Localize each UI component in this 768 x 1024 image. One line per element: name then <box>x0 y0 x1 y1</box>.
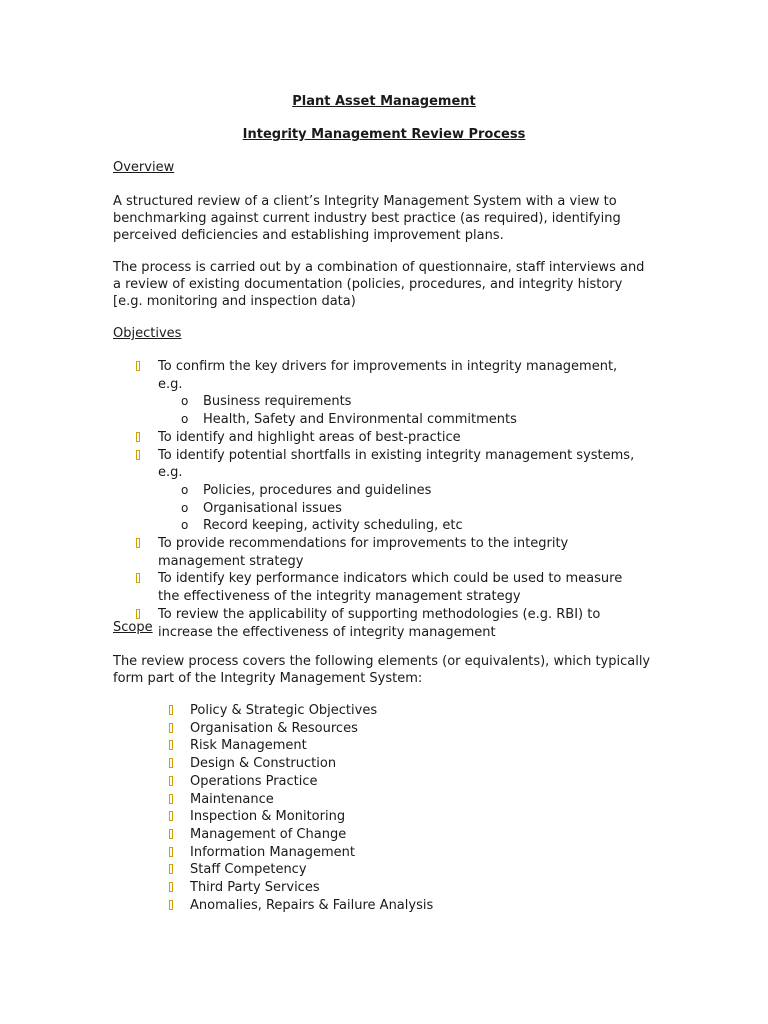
scope-item <box>0 702 640 720</box>
bullet-icon <box>136 432 140 442</box>
objective-text: To review the applicability of supporting methodologies (e.g. RBI) to increase the effectiveness of integrity management <box>158 606 601 640</box>
objective-text: Record keeping, activity scheduling, etc <box>203 518 463 534</box>
document-title: Plant Asset Management <box>292 94 476 109</box>
scope-item-text: Inspection & Monitoring <box>190 809 346 825</box>
bullet-icon <box>169 847 173 857</box>
scope-item-text: Risk Management <box>190 738 307 754</box>
scope-item <box>0 773 640 791</box>
bullet-icon <box>169 740 173 750</box>
objective-text: To provide recommendations for improvements to the integrity management strategy <box>158 536 569 569</box>
scope-item <box>0 755 640 773</box>
scope-item <box>0 844 640 862</box>
scope-item-text: Design & Construction <box>190 756 337 772</box>
bullet-icon <box>169 758 173 768</box>
objective-subitem <box>0 393 643 411</box>
bullet-icon <box>169 705 173 715</box>
overview-paragraph-2: The process is carried out by a combination of questionnaire, staff interviews and a review of existing documentation (policies, procedures, and integrity history [e.g. monitoring and inspection data) <box>113 260 645 309</box>
document-subtitle: Integrity Management Review Process <box>242 127 526 142</box>
sub-bullet-marker: o <box>181 482 189 497</box>
overview-heading: Overview <box>113 160 175 175</box>
sub-bullet-marker: o <box>181 500 189 515</box>
bullet-icon <box>169 900 173 910</box>
sub-bullet-marker: o <box>181 518 189 533</box>
objective-text: Business requirements <box>203 394 352 410</box>
objective-text: Organisational issues <box>203 500 342 516</box>
bullet-icon <box>169 882 173 892</box>
scope-item <box>0 791 640 809</box>
scope-item <box>0 897 640 915</box>
bullet-icon <box>136 609 140 619</box>
scope-item-text: Policy & Strategic Objectives <box>190 703 378 718</box>
scope-item-text: Anomalies, Repairs & Failure Analysis <box>190 897 434 913</box>
objective-text: To identify and highlight areas of best-practice <box>158 429 461 445</box>
objective-text: Policies, procedures and guidelines <box>203 482 432 498</box>
bullet-icon <box>136 450 140 460</box>
scope-heading: Scope <box>113 620 153 635</box>
objective-text: Health, Safety and Environmental commitments <box>203 412 517 428</box>
objective-item <box>0 429 638 447</box>
overview-paragraph-1: A structured review of a client’s Integrity Management System with a view to benchmarking against current industry best practice (as required), identifying perceived deficiencies and establishing improvement plans. <box>113 194 621 243</box>
scope-list <box>0 702 768 914</box>
objective-item <box>0 535 638 570</box>
scope-item <box>0 720 640 738</box>
scope-item-text: Third Party Services <box>190 880 320 896</box>
objective-subitem <box>0 517 643 535</box>
objectives-list <box>0 358 768 641</box>
scope-item <box>0 826 640 844</box>
scope-paragraph: The review process covers the following elements (or equivalents), which typically form part of the Integrity Management System: <box>113 654 651 686</box>
objective-text: To confirm the key drivers for improvements in integrity management, e.g. <box>158 359 618 392</box>
bullet-icon <box>169 829 173 839</box>
objective-subitem <box>0 500 643 518</box>
scope-item-text: Organisation & Resources <box>190 720 358 736</box>
objective-item <box>0 606 638 641</box>
bullet-icon <box>136 573 140 583</box>
scope-item <box>0 879 640 897</box>
objective-text: To identify key performance indicators which could be used to measure the effectiveness of the integrity management strategy <box>158 571 623 605</box>
objective-item <box>0 570 638 605</box>
scope-item-text: Maintenance <box>190 791 274 807</box>
scope-item <box>0 808 640 826</box>
bullet-icon <box>169 811 173 821</box>
objective-subitem <box>0 482 643 500</box>
objective-item <box>0 447 638 482</box>
bullet-icon <box>169 864 173 874</box>
scope-item-text: Management of Change <box>190 826 347 842</box>
bullet-icon <box>169 794 173 804</box>
scope-item-text: Operations Practice <box>190 773 318 789</box>
sub-bullet-marker: o <box>181 412 189 427</box>
objectives-heading: Objectives <box>113 326 182 341</box>
bullet-icon <box>169 723 173 733</box>
objective-subitem <box>0 411 643 429</box>
scope-item <box>0 861 640 879</box>
sub-bullet-marker: o <box>181 394 189 409</box>
bullet-icon <box>169 776 173 786</box>
scope-item-text: Staff Competency <box>190 862 307 878</box>
bullet-icon <box>136 538 140 548</box>
objective-item <box>0 358 638 393</box>
scope-item <box>0 737 640 755</box>
objective-text: To identify potential shortfalls in existing integrity management systems, e.g. <box>158 447 635 481</box>
bullet-icon <box>136 361 140 371</box>
scope-item-text: Information Management <box>190 844 356 860</box>
